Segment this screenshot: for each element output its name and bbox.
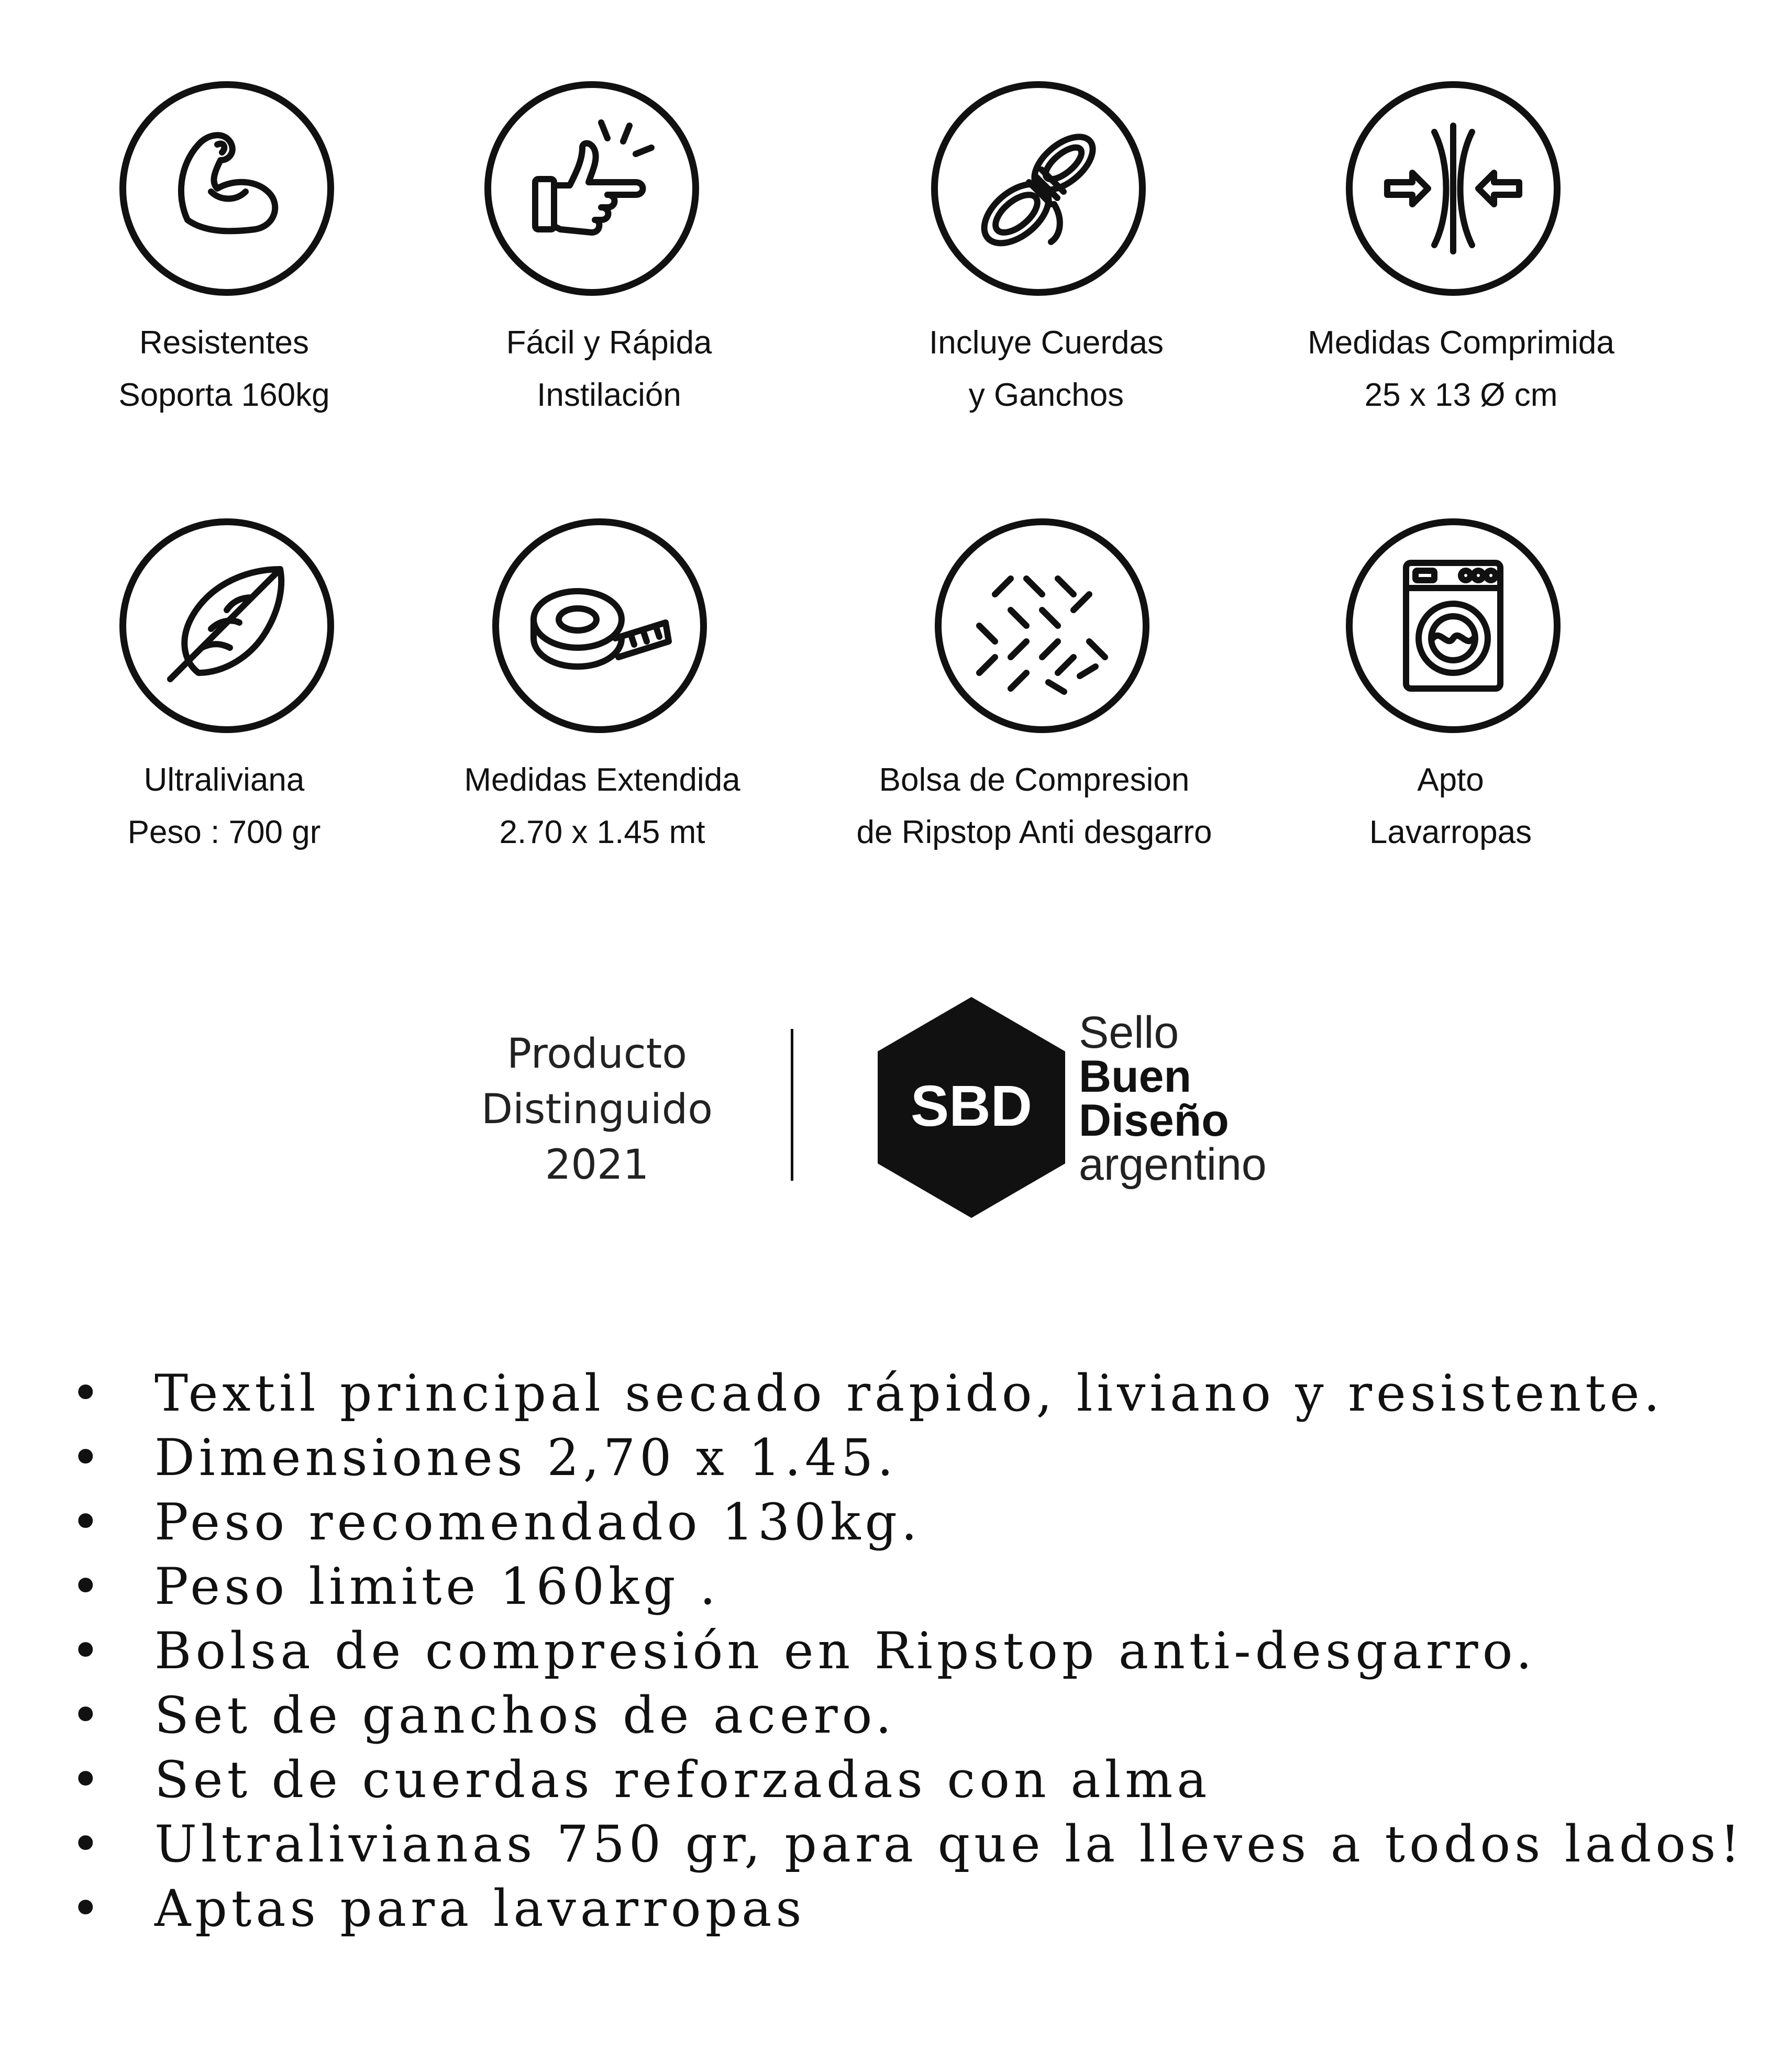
award-year: 2021: [545, 1141, 649, 1189]
ripstop-fabric-icon: [964, 547, 1121, 704]
feature-detail: 2.70 x 1.45 mt: [499, 814, 705, 850]
feature-detail: 25 x 13 Ø cm: [1364, 377, 1558, 413]
feature-icon-circle: [1346, 518, 1561, 733]
feature-detail: Soporta 160kg: [118, 377, 330, 413]
feature-caption: [1288, 754, 1613, 859]
sbd-argentino: argentino: [1079, 1139, 1267, 1190]
list-item: • Textil principal secado rápido, liviano y resistente.: [71, 1361, 1744, 1426]
feature-detail: y Ganchos: [968, 377, 1124, 413]
feature-detail: Lavarropas: [1369, 814, 1532, 850]
list-item: • Peso recomendado 130kg.: [71, 1490, 1744, 1555]
compress-icon: [1375, 110, 1532, 267]
feature-caption: [793, 754, 1275, 859]
feature-title: Bolsa de Compresion: [879, 762, 1190, 798]
award-line: Distinguido: [481, 1086, 713, 1133]
feature-title: Medidas Extendida: [464, 762, 740, 798]
list-item: • Aptas para lavarropas: [71, 1877, 1744, 1941]
feature-icon-circle: [119, 81, 334, 296]
hand-snap-icon: [513, 110, 670, 267]
feature-title: Apto: [1417, 762, 1484, 798]
feature-icon-circle: [1346, 81, 1561, 296]
award-text: [461, 1026, 733, 1193]
list-item: • Ultralivianas 750 gr, para que la lleves a todos lados!: [71, 1812, 1744, 1877]
feature-detail: Peso : 700 gr: [127, 814, 321, 850]
sbd-hexagon-logo: [875, 995, 1068, 1220]
list-item: • Peso limite 160kg .: [71, 1555, 1744, 1619]
feature-detail: de Ripstop Anti desgarro: [856, 814, 1212, 850]
award-line: Producto: [507, 1030, 687, 1078]
feature-icon-circle: [931, 81, 1146, 296]
feature-bullet-list: [71, 1361, 1744, 1941]
feature-title: Resistentes: [139, 325, 309, 361]
feather-icon: [148, 547, 305, 704]
feature-icon-circle: [484, 81, 699, 296]
feature-title: Incluye Cuerdas: [928, 325, 1164, 361]
list-item: • Bolsa de compresión en Ripstop anti-desgarro.: [71, 1619, 1744, 1683]
feature-caption: [1299, 317, 1623, 422]
feature-title: Fácil y Rápida: [506, 325, 712, 361]
list-item: • Set de ganchos de acero.: [71, 1683, 1744, 1748]
bicep-icon: [148, 110, 305, 267]
sbd-logo-text: SBD: [910, 1074, 1033, 1138]
sbd-buen: Buen: [1079, 1051, 1191, 1102]
feature-detail: Instilación: [537, 377, 681, 413]
feature-caption: [447, 317, 771, 422]
feature-icon-circle: [935, 518, 1149, 733]
feature-caption: [62, 754, 386, 859]
feature-title: Medidas Comprimida: [1308, 325, 1614, 361]
award-divider: [791, 1029, 793, 1181]
sbd-diseno: Diseño: [1079, 1095, 1229, 1146]
washing-machine-icon: [1375, 547, 1532, 704]
list-item: • Set de cuerdas reforzadas con alma: [71, 1748, 1744, 1812]
sbd-wordmark: [1079, 1007, 1267, 1190]
feature-icon-circle: [492, 518, 707, 733]
rope-icon: [960, 110, 1117, 267]
feature-caption: [440, 754, 765, 859]
feature-title: Ultraliviana: [143, 762, 305, 798]
feature-caption: [62, 317, 386, 422]
tape-measure-icon: [521, 547, 678, 704]
list-item: • Dimensiones 2,70 x 1.45.: [71, 1426, 1744, 1490]
feature-icon-circle: [119, 518, 334, 733]
sbd-sello: Sello: [1079, 1007, 1179, 1058]
feature-caption: [884, 317, 1209, 422]
